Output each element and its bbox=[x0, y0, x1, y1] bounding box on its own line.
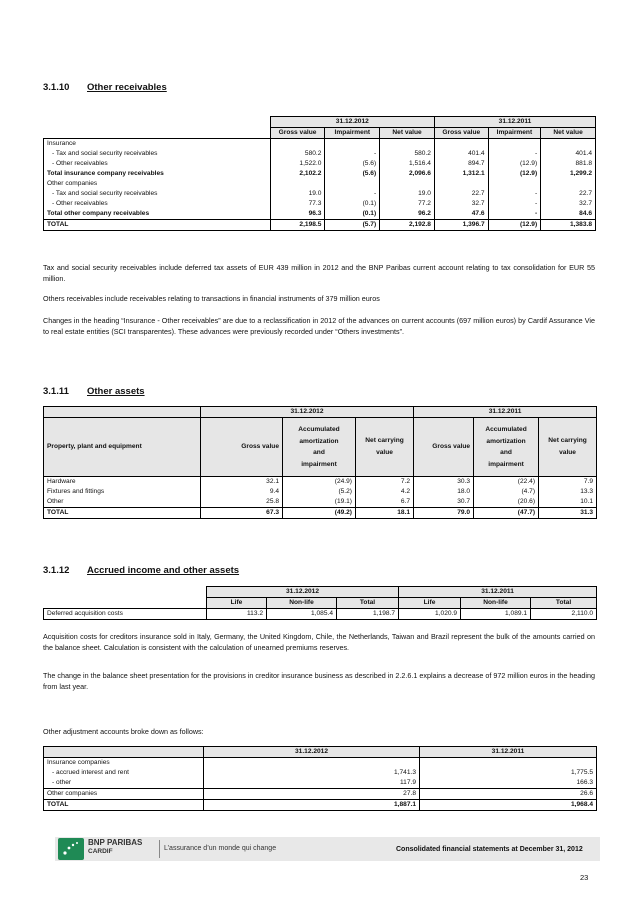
adjustment-accounts-body bbox=[44, 758, 597, 811]
paragraph: Acquisition costs for creditors insurance sold in Italy, Germany, the United Kingdom, Chile, the Netherlands, Taiwan and Brazil represent the bulk of the amounts carried on the balance sheet. Calculation is consistent with the calculation of unearned premiums reserves. bbox=[43, 632, 595, 652]
cell: (5.6) bbox=[325, 159, 380, 169]
cell: 894.7 bbox=[434, 159, 488, 169]
footer-doc-title: Consolidated financial statements at December 31, 2012 bbox=[396, 846, 583, 853]
cell: 10.1 bbox=[539, 497, 597, 508]
cell: 84.6 bbox=[541, 209, 596, 220]
row-label: TOTAL bbox=[44, 220, 271, 231]
cell: 7.2 bbox=[356, 477, 414, 488]
cell: 1,383.8 bbox=[541, 220, 596, 231]
accrued-income-table bbox=[43, 586, 597, 620]
cell: 401.4 bbox=[541, 149, 596, 159]
cell: 1,198.7 bbox=[337, 609, 399, 620]
cell: 1,968.4 bbox=[420, 800, 597, 811]
cell: 1,887.1 bbox=[204, 800, 420, 811]
period-2012-header: 31.12.2012 bbox=[207, 587, 399, 598]
row-label: Other bbox=[44, 497, 201, 508]
table-row bbox=[44, 778, 597, 789]
cell bbox=[380, 179, 435, 189]
cell: - bbox=[488, 209, 541, 220]
cell: (47.7) bbox=[474, 508, 539, 519]
cell: 22.7 bbox=[434, 189, 488, 199]
section-number: 3.1.12 bbox=[43, 565, 70, 576]
cell: 166.3 bbox=[420, 778, 597, 789]
row-label: Insurance companies bbox=[44, 758, 204, 769]
table-row bbox=[44, 169, 596, 179]
cell bbox=[204, 758, 420, 769]
paragraph: Tax and social security receivables include deferred tax assets of EUR 439 million in 2012 and the BNP Paribas current account relating to tax consolidation for EUR 55 million. bbox=[43, 263, 595, 283]
col-header-gross: Gross value bbox=[414, 418, 474, 477]
cell: (24.9) bbox=[283, 477, 356, 488]
cell: 26.6 bbox=[420, 789, 597, 800]
cell: 79.0 bbox=[414, 508, 474, 519]
col-header: Life bbox=[207, 598, 267, 609]
col-header: Non-life bbox=[461, 598, 531, 609]
col-header: Impairment bbox=[488, 128, 541, 139]
footer-tagline: L’assurance d’un monde qui change bbox=[164, 845, 277, 852]
cell: 7.9 bbox=[539, 477, 597, 488]
cell: 6.7 bbox=[356, 497, 414, 508]
cell: (19.1) bbox=[283, 497, 356, 508]
paragraph: Others receivables include receivables relating to transactions in financial instruments of 379 million euros bbox=[43, 294, 380, 303]
row-label: - Tax and social security receivables bbox=[44, 189, 271, 199]
section-title: Accrued income and other assets bbox=[87, 565, 240, 576]
table-row bbox=[44, 508, 597, 519]
table-row bbox=[44, 209, 596, 220]
period-2012-header: 31.12.2012 bbox=[270, 117, 434, 128]
row-label: - Other receivables bbox=[44, 199, 271, 209]
period-2012-header: 31.12.2012 bbox=[204, 747, 420, 758]
cell: 1,312.1 bbox=[434, 169, 488, 179]
cell: 9.4 bbox=[201, 487, 283, 497]
other-receivables-body bbox=[44, 139, 596, 231]
cell: 1,085.4 bbox=[267, 609, 337, 620]
paragraph-intro: Other adjustment accounts broke down as follows: bbox=[43, 727, 204, 736]
col-header-net: Net carrying value bbox=[539, 418, 597, 477]
cell bbox=[488, 139, 541, 150]
cell: 2,110.0 bbox=[531, 609, 597, 620]
table-row bbox=[44, 139, 596, 150]
col-header-net: Net carrying value bbox=[356, 418, 414, 477]
cell: 30.3 bbox=[414, 477, 474, 488]
row-label: Other companies bbox=[44, 789, 204, 800]
cell: 1,089.1 bbox=[461, 609, 531, 620]
cell: 96.3 bbox=[270, 209, 325, 220]
table-row bbox=[44, 758, 597, 769]
table-row bbox=[44, 477, 597, 488]
row-label: - other bbox=[44, 778, 204, 789]
col-header: Total bbox=[337, 598, 399, 609]
cell: (12.9) bbox=[488, 159, 541, 169]
cell bbox=[325, 179, 380, 189]
cell bbox=[434, 179, 488, 189]
cell: (12.9) bbox=[488, 220, 541, 231]
cell bbox=[270, 179, 325, 189]
cell bbox=[325, 139, 380, 150]
brand-sub: CARDIF bbox=[88, 848, 113, 855]
cell: 18.1 bbox=[356, 508, 414, 519]
period-2011-header: 31.12.2011 bbox=[399, 587, 597, 598]
cell: 1,522.0 bbox=[270, 159, 325, 169]
row-label: - Other receivables bbox=[44, 159, 271, 169]
cell: 18.0 bbox=[414, 487, 474, 497]
table-row bbox=[44, 800, 597, 811]
cell: 1,020.9 bbox=[399, 609, 461, 620]
cell bbox=[541, 179, 596, 189]
row-label: Total other company receivables bbox=[44, 209, 271, 220]
cell: 19.0 bbox=[380, 189, 435, 199]
cell: (5.2) bbox=[283, 487, 356, 497]
row-label: TOTAL bbox=[44, 800, 204, 811]
bnp-paribas-logo-icon bbox=[58, 838, 84, 860]
cell: 77.2 bbox=[380, 199, 435, 209]
adjustment-accounts-table bbox=[43, 746, 597, 811]
row-label: - accrued interest and rent bbox=[44, 768, 204, 778]
cell: 67.3 bbox=[201, 508, 283, 519]
table-row bbox=[44, 497, 597, 508]
period-2012-header: 31.12.2012 bbox=[201, 407, 414, 418]
row-label: Hardware bbox=[44, 477, 201, 488]
cell: 13.3 bbox=[539, 487, 597, 497]
cell: 1,516.4 bbox=[380, 159, 435, 169]
period-2011-header: 31.12.2011 bbox=[434, 117, 595, 128]
section-3-1-12-heading bbox=[43, 565, 239, 576]
cell: 19.0 bbox=[270, 189, 325, 199]
other-assets-table bbox=[43, 406, 597, 519]
cell: (4.7) bbox=[474, 487, 539, 497]
cell: (22.4) bbox=[474, 477, 539, 488]
cell bbox=[420, 758, 597, 769]
cell: 1,741.3 bbox=[204, 768, 420, 778]
cell bbox=[270, 139, 325, 150]
col-header: Gross value bbox=[434, 128, 488, 139]
table-row bbox=[44, 609, 597, 620]
cell: 4.2 bbox=[356, 487, 414, 497]
cell: 1,299.2 bbox=[541, 169, 596, 179]
cell bbox=[434, 139, 488, 150]
section-number: 3.1.10 bbox=[43, 82, 70, 93]
table-row bbox=[44, 179, 596, 189]
section-3-1-11-heading bbox=[43, 386, 145, 397]
cell: (12.9) bbox=[488, 169, 541, 179]
col-header-accumulated: Accumulated amortization and impairment bbox=[283, 418, 356, 477]
cell: 2,192.8 bbox=[380, 220, 435, 231]
cell: 580.2 bbox=[380, 149, 435, 159]
row-label: - Tax and social security receivables bbox=[44, 149, 271, 159]
cell: 117.9 bbox=[204, 778, 420, 789]
other-assets-body bbox=[44, 477, 597, 519]
cell: (0.1) bbox=[325, 199, 380, 209]
col-header: Net value bbox=[541, 128, 596, 139]
cell bbox=[541, 139, 596, 150]
cell: 22.7 bbox=[541, 189, 596, 199]
header-label: Property, plant and equipment bbox=[44, 418, 201, 477]
table-row bbox=[44, 487, 597, 497]
cell: 47.6 bbox=[434, 209, 488, 220]
cell: 1,775.5 bbox=[420, 768, 597, 778]
table-row bbox=[44, 189, 596, 199]
col-header-accumulated: Accumulated amortization and impairment bbox=[474, 418, 539, 477]
table-row bbox=[44, 149, 596, 159]
period-2011-header: 31.12.2011 bbox=[420, 747, 597, 758]
cell: 31.3 bbox=[539, 508, 597, 519]
cell: 32.1 bbox=[201, 477, 283, 488]
period-2011-header: 31.12.2011 bbox=[414, 407, 597, 418]
cell: (49.2) bbox=[283, 508, 356, 519]
section-title: Other assets bbox=[87, 386, 145, 397]
cell: 580.2 bbox=[270, 149, 325, 159]
col-header: Gross value bbox=[270, 128, 325, 139]
row-label: Total insurance company receivables bbox=[44, 169, 271, 179]
brand-name: BNP PARIBAS bbox=[88, 838, 143, 847]
paragraph: Changes in the heading “Insurance - Other receivables” are due to a reclassification in 2012 of the advances on current accounts (697 million euros) by Cardif Assurance Vie to real estate entities (SCI transparentes). These advances were previously recorded under “Others investments”. bbox=[43, 316, 595, 336]
row-label: Fixtures and fittings bbox=[44, 487, 201, 497]
footer-divider bbox=[159, 840, 160, 858]
col-header: Life bbox=[399, 598, 461, 609]
section-title: Other receivables bbox=[87, 82, 167, 93]
col-header: Non-life bbox=[267, 598, 337, 609]
cell: - bbox=[325, 149, 380, 159]
cell: 2,102.2 bbox=[270, 169, 325, 179]
cell: (0.1) bbox=[325, 209, 380, 220]
cell bbox=[488, 179, 541, 189]
cell: (20.6) bbox=[474, 497, 539, 508]
cell: 32.7 bbox=[434, 199, 488, 209]
cell: 401.4 bbox=[434, 149, 488, 159]
col-header-gross: Gross value bbox=[201, 418, 283, 477]
page-number: 23 bbox=[580, 873, 589, 882]
col-header: Impairment bbox=[325, 128, 380, 139]
section-3-1-10-heading bbox=[43, 82, 167, 93]
cell: 1,396.7 bbox=[434, 220, 488, 231]
cell: 881.8 bbox=[541, 159, 596, 169]
cell: 96.2 bbox=[380, 209, 435, 220]
cell: (5.6) bbox=[325, 169, 380, 179]
row-label: TOTAL bbox=[44, 508, 201, 519]
cell bbox=[380, 139, 435, 150]
cell: 2,096.6 bbox=[380, 169, 435, 179]
table-row bbox=[44, 768, 597, 778]
cell: 27.8 bbox=[204, 789, 420, 800]
table-row bbox=[44, 220, 596, 231]
col-header: Total bbox=[531, 598, 597, 609]
row-label: Other companies bbox=[44, 179, 271, 189]
cell: (5.7) bbox=[325, 220, 380, 231]
cell: 25.8 bbox=[201, 497, 283, 508]
table-row bbox=[44, 789, 597, 800]
table-row bbox=[44, 199, 596, 209]
cell: - bbox=[488, 189, 541, 199]
cell: 2,198.5 bbox=[270, 220, 325, 231]
row-label: Deferred acquisition costs bbox=[44, 609, 207, 620]
other-receivables-table bbox=[43, 116, 596, 231]
cell: 32.7 bbox=[541, 199, 596, 209]
cell: 30.7 bbox=[414, 497, 474, 508]
row-label: Insurance bbox=[44, 139, 271, 150]
cell: - bbox=[488, 149, 541, 159]
table-row bbox=[44, 159, 596, 169]
col-header: Net value bbox=[380, 128, 435, 139]
cell: - bbox=[325, 189, 380, 199]
section-number: 3.1.11 bbox=[43, 386, 69, 397]
cell: 77.3 bbox=[270, 199, 325, 209]
cell: - bbox=[488, 199, 541, 209]
paragraph: The change in the balance sheet presentation for the provisions in creditor insurance business as described in 2.2.6.1 explains a decrease of 972 million euros in the heading from last year. bbox=[43, 671, 595, 691]
cell: 113.2 bbox=[207, 609, 267, 620]
